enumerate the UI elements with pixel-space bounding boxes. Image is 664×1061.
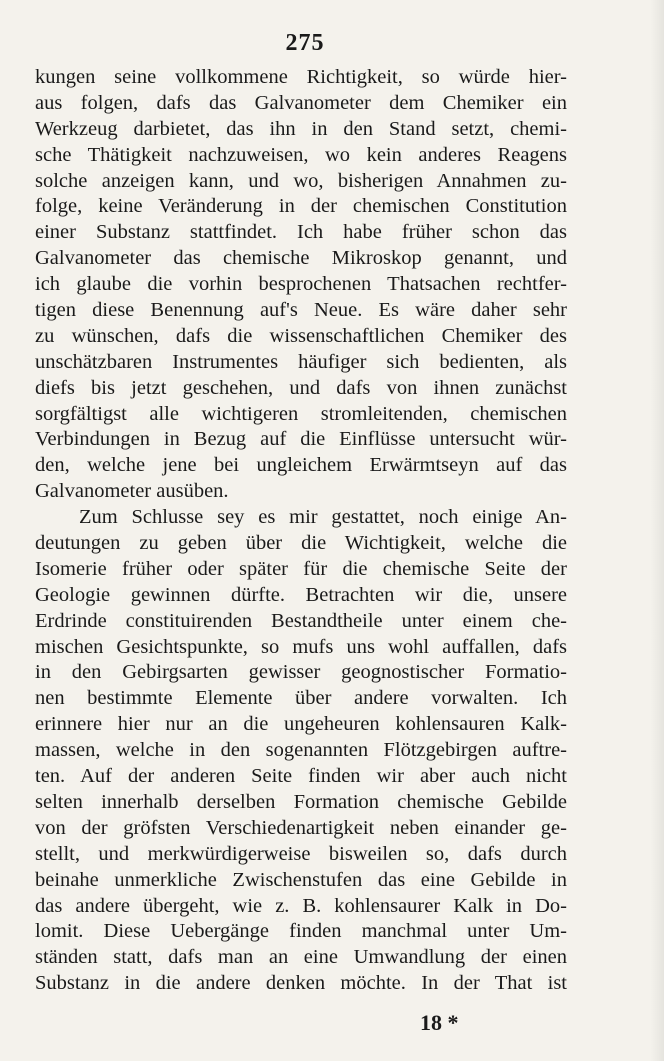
text-line: ich glaube die vorhin besprochenen Thatsachen rechtfer-	[35, 273, 567, 296]
text-line: deutungen zu geben über die Wichtigkeit, welche die	[35, 532, 567, 555]
paragraph-start-line: Zum Schlusse sey es mir gestattet, noch einige An-	[79, 506, 567, 529]
text-line: solche anzeigen kann, und wo, bisherigen Annahmen zu-	[35, 169, 567, 192]
text-line: beinahe unmerkliche Zwischenstufen das eine Gebilde in	[35, 868, 567, 891]
text-line: sorgfältigst alle wichtigeren stromleitenden, chemischen	[35, 402, 567, 425]
text-line: Werkzeug darbietet, das ihn in den Stand setzt, chemi-	[35, 117, 567, 140]
text-line: massen, welche in den sogenannten Flötzgebirgen auftre-	[35, 739, 567, 762]
text-line: folge, keine Veränderung in der chemischen Constitution	[35, 195, 567, 218]
text-line: sche Thätigkeit nachzuweisen, wo kein anderes Reagens	[35, 143, 567, 166]
text-line: zu wünschen, dafs die wissenschaftlichen Chemiker des	[35, 324, 567, 347]
text-line: unschätzbaren Instrumentes häufiger sich bedienten, als	[35, 350, 567, 373]
text-line: den, welche jene bei ungleichem Erwärmtseyn auf das	[35, 454, 567, 477]
page-edge-shadow	[650, 0, 664, 1061]
text-line: aus folgen, dafs das Galvanometer dem Chemiker ein	[35, 91, 567, 114]
text-line: ständen statt, dafs man an eine Umwandlung der einen	[35, 946, 567, 969]
text-line: tigen diese Benennung auf's Neue. Es wäre daher sehr	[35, 299, 567, 322]
text-line: Isomerie früher oder später für die chemische Seite der	[35, 557, 567, 580]
text-line: mischen Gesichtspunkte, so mufs uns wohl auffallen, dafs	[35, 635, 567, 658]
text-line: in den Gebirgsarten gewisser geognostischer Formatio-	[35, 661, 567, 684]
text-line: Substanz in die andere denken möchte. In der That ist	[35, 972, 567, 995]
text-line: lomit. Diese Uebergänge finden manchmal unter Um-	[35, 920, 567, 943]
text-line: Galvanometer das chemische Mikroskop genannt, und	[35, 247, 567, 270]
text-line: diefs bis jetzt geschehen, und dafs von ihnen zunächst	[35, 376, 567, 399]
text-line: von der gröfsten Verschiedenartigkeit neben einander ge-	[35, 816, 567, 839]
text-line: kungen seine vollkommene Richtigkeit, so würde hier-	[35, 66, 567, 88]
text-line: Geologie gewinnen dürfte. Betrachten wir die, unsere	[35, 583, 567, 606]
body-text	[35, 65, 567, 997]
text-line: stellt, und merkwürdigerweise bisweilen so, dafs durch	[35, 842, 567, 865]
text-line: einer Substanz stattfindet. Ich habe früher schon das	[35, 221, 567, 244]
page-number: 275	[285, 30, 325, 56]
text-line: ten. Auf der anderen Seite finden wir aber auch nicht	[35, 765, 567, 788]
text-line: Verbindungen in Bezug auf die Einflüsse untersucht wür-	[35, 428, 567, 451]
paragraph-end-line: Galvanometer ausüben.	[35, 480, 229, 503]
printer-signature-mark: 18 *	[420, 1010, 459, 1035]
text-line: erinnere hier nur an die ungeheuren kohlensauren Kalk-	[35, 713, 567, 736]
text-line: nen bestimmte Elemente über andere vorwalten. Ich	[35, 687, 567, 710]
text-line: selten innerhalb derselben Formation chemische Gebilde	[35, 790, 567, 813]
text-line: Erdrinde constituirenden Bestandtheile unter einem che-	[35, 609, 567, 632]
text-line: das andere übergeht, wie z. B. kohlensaurer Kalk in Do-	[35, 894, 567, 917]
